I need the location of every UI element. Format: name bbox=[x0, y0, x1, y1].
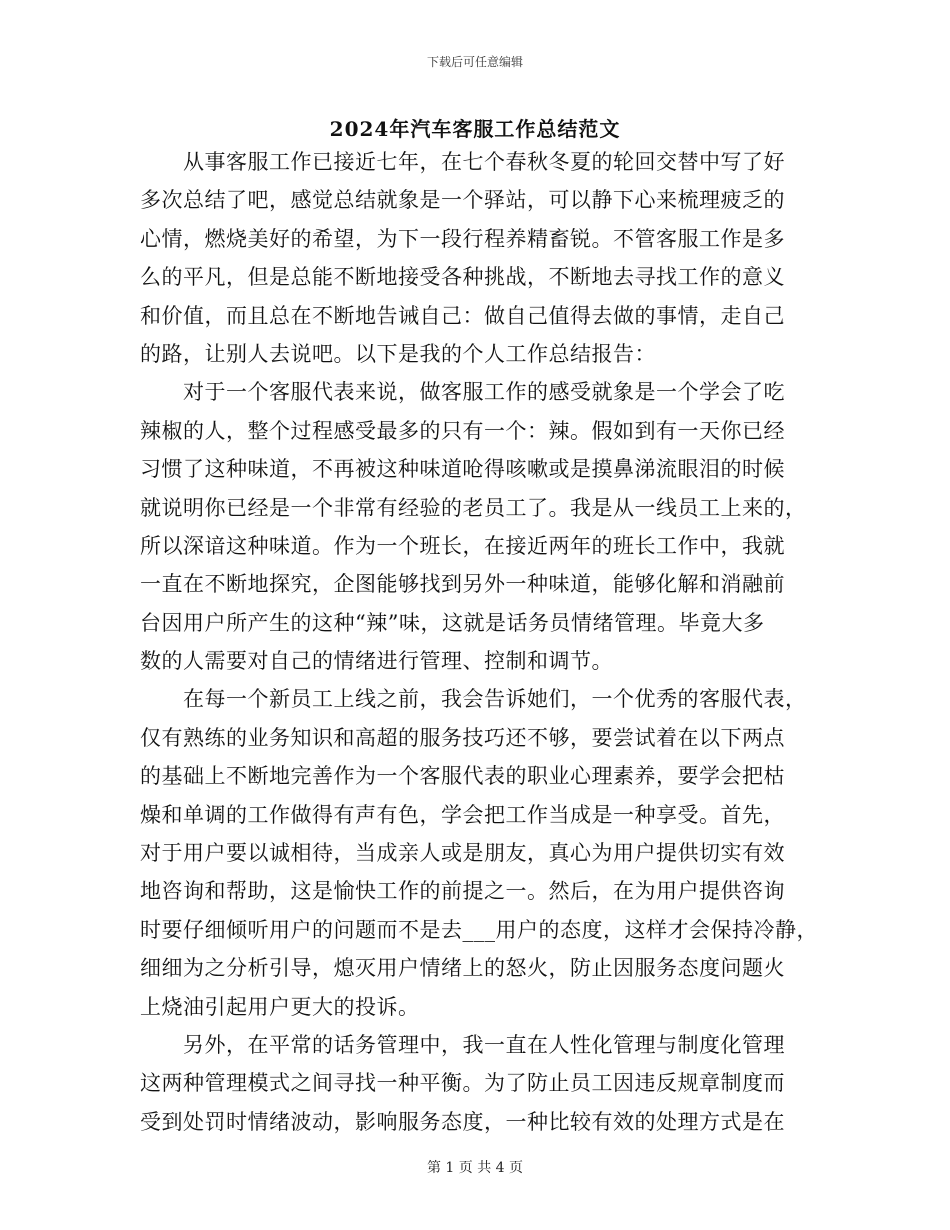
body-line: 的基础上不断地完善作为一个客服代表的职业心理素养，要学会把枯 bbox=[140, 764, 785, 789]
body-line: 就说明你已经是一个非常有经验的老员工了。我是从一线员工上来的， bbox=[140, 495, 807, 520]
body-line: 受到处罚时情绪波动，影响服务态度，一种比较有效的处理方式是在 bbox=[140, 1109, 785, 1134]
body-line: 这两种管理模式之间寻找一种平衡。为了防止员工因违反规章制度而 bbox=[140, 1071, 785, 1096]
body-line: 时要仔细倾听用户的问题而不是去___用户的态度，这样才会保持冷静， bbox=[140, 917, 818, 942]
body-line: 上烧油引起用户更大的投诉。 bbox=[140, 994, 420, 1019]
body-line: 数的人需要对自己的情绪进行管理、控制和调节。 bbox=[140, 649, 613, 674]
document-body bbox=[140, 143, 820, 1141]
body-line: 和价值，而且总在不断地告诫自己：做自己值得去做的事情，走自己 bbox=[140, 303, 785, 328]
body-line: 多次总结了吧，感觉总结就象是一个驿站，可以静下心来梳理疲乏的 bbox=[140, 188, 785, 213]
body-line: 在每一个新员工上线之前，我会告诉她们，一个优秀的客服代表， bbox=[140, 687, 807, 712]
page-footer: 第 1 页 共 4 页 bbox=[426, 1160, 524, 1176]
body-line: 地咨询和帮助，这是愉快工作的前提之一。然后，在为用户提供咨询 bbox=[140, 879, 785, 904]
body-line: 另外，在平常的话务管理中，我一直在人性化管理与制度化管理 bbox=[140, 1032, 785, 1057]
body-line: 对于用户要以诚相待，当成亲人或是朋友，真心为用户提供切实有效 bbox=[140, 841, 785, 866]
page-header: 下载后可任意编辑 bbox=[426, 55, 523, 69]
body-line: 一直在不断地探究，企图能够找到另外一种味道，能够化解和消融前 bbox=[140, 572, 785, 597]
body-line: 么的平凡，但是总能不断地接受各种挑战，不断地去寻找工作的意义 bbox=[140, 265, 785, 290]
body-line: 心情，燃烧美好的希望，为下一段行程养精畜锐。不管客服工作是多 bbox=[140, 226, 785, 251]
body-line: 细细为之分析引导，熄灭用户情绪上的怒火，防止因服务态度问题火 bbox=[140, 956, 785, 981]
body-line: 对于一个客服代表来说，做客服工作的感受就象是一个学会了吃 bbox=[140, 380, 785, 405]
body-line: 从事客服工作已接近七年，在七个春秋冬夏的轮回交替中写了好 bbox=[140, 150, 785, 174]
body-line: 的路，让别人去说吧。以下是我的个人工作总结报告： bbox=[140, 341, 656, 366]
body-line: 台因用户所产生的这种“辣”味，这就是话务员情绪管理。毕竟大多 bbox=[140, 610, 765, 635]
body-line: 习惯了这种味道，不再被这种味道呛得咳嗽或是摸鼻涕流眼泪的时候 bbox=[140, 457, 785, 482]
body-line: 辣椒的人，整个过程感受最多的只有一个：辣。假如到有一天你已经 bbox=[140, 418, 785, 443]
body-line: 所以深谙这种味道。作为一个班长，在接近两年的班长工作中，我就 bbox=[140, 533, 785, 558]
document-title: 2024年汽车客服工作总结范文 bbox=[329, 117, 621, 141]
body-line: 仅有熟练的业务知识和高超的服务技巧还不够，要尝试着在以下两点 bbox=[140, 725, 785, 750]
body-line: 燥和单调的工作做得有声有色，学会把工作当成是一种享受。首先， bbox=[140, 802, 785, 827]
